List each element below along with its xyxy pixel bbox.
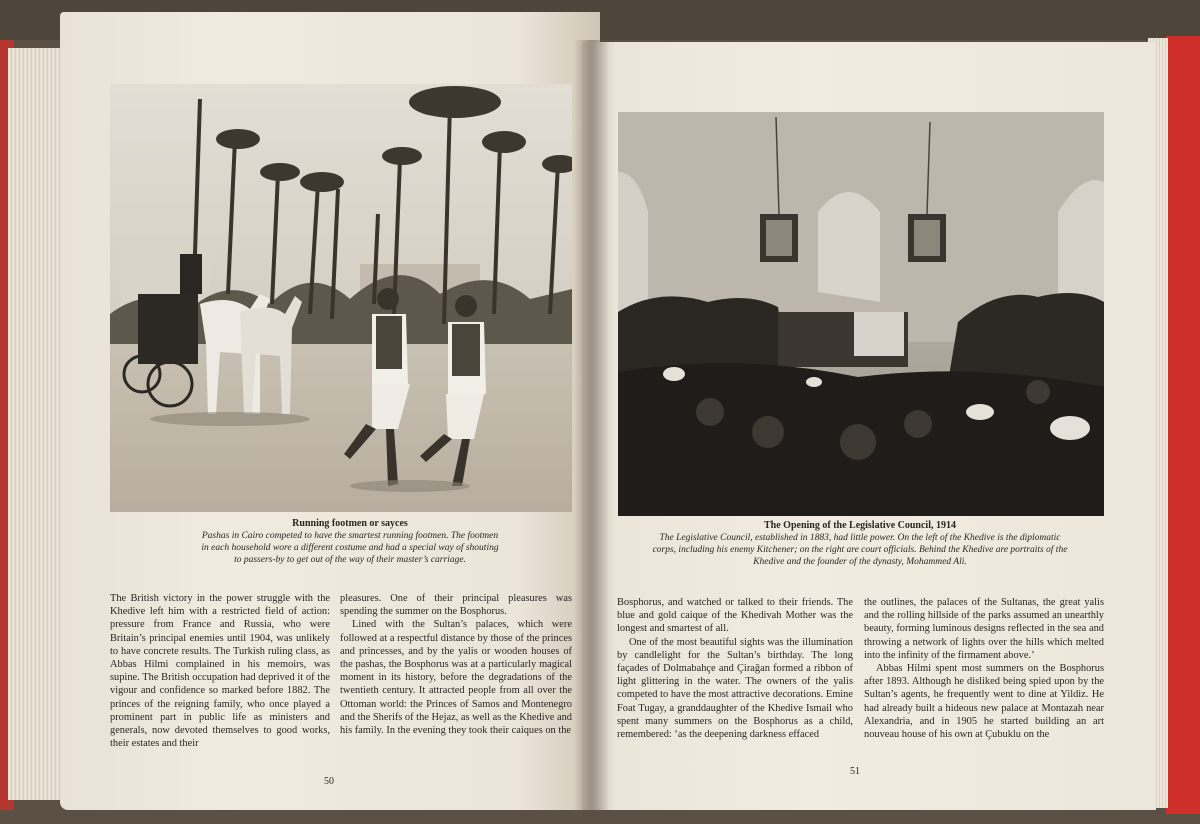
paragraph: The British victory in the power struggle with the Khedive left him with a restricted field of action: pressure from France and Russia, who were Britain’s principal enemies until 1904, was unlikely to have concrete results. The Turkish ruling class, as Abbas Hilmi complained in his memoirs, was supine. The British occupation had deprived it of the vigour and confidence so marked before 1882. The princes of the reigning family, who once played a prominent part in public life as ministers and generals, now devoted themselves to good works, their estates and their — [110, 593, 330, 750]
page-stack-left — [8, 48, 68, 800]
paragraph: Lined with the Sultan’s palaces, which were followed at a respectful distance by those of the princes and princesses, and by the yalis or wooden houses of the pashas, the Bosphorus was at a particularly magical moment in its history, before the degradations of the twentieth century. It attracted people from all over the Ottoman world: the Princes of Samos and Montenegro and the Sherifs of the Hejaz, as well as the Khedive and his family. In the evening they took their caiques on the — [340, 619, 572, 737]
book-gutter — [574, 40, 610, 810]
left-caption-title: Running footmen or sayces — [292, 518, 408, 529]
left-caption-body: Pashas in Cairo competed to have the smartest running footmen. The footmen in each household wore a different costume and had a special way of shouting to passers-by to get out of the way of their master’s carriage. — [201, 531, 499, 565]
page-number-right: 51 — [850, 766, 860, 777]
left-page-column-2 — [340, 592, 572, 737]
paragraph: Bosphorus, and watched or talked to their friends. The blue and gold caique of the Khedivah Mother was the longest and smartest of all. — [617, 597, 853, 635]
book-cover-right-edge — [1166, 36, 1200, 814]
left-page-column-1 — [110, 592, 330, 750]
page-number-left: 50 — [324, 776, 334, 787]
left-photo-caption — [200, 518, 500, 566]
paragraph: the outlines, the palaces of the Sultanas, the great yalis and the rolling hillside of the parks assumed an unearthly beauty, forming luminous designs reflected in the sea and throwing a network of lights over the hills which melted into the infinity of the firmament above.’ — [864, 597, 1104, 661]
paragraph: Abbas Hilmi spent most summers on the Bosphorus after 1893. Although he disliked being spied upon by the Sultan’s agents, he frequently went to dine at Yildiz. He had already built a hideous new palace at Montazah near Alexandria, and in 1905 he started building an art nouveau house of his own at Çubuklu on the — [864, 663, 1104, 741]
photo-legislative-council — [618, 112, 1104, 516]
right-caption-title: The Opening of the Legislative Council, 1914 — [764, 520, 956, 531]
right-page-column-1 — [617, 596, 853, 741]
paragraph: pleasures. One of their principal pleasures was spending the summer on the Bosphorus. — [340, 593, 572, 618]
right-page-column-2 — [864, 596, 1104, 741]
photo-running-footmen — [110, 84, 572, 512]
paragraph: One of the most beautiful sights was the illumination by candlelight for the Sultan’s birthday. The long façades of Dolmabahçe and Çirağan formed a ribbon of light glittering in the water. The owners of the yalis competed to have the most attractive decorations. Emine Foat Tugay, a granddaughter of the Khedive Ismail who spent many summers on the Bosphorus as a child, remembered: ‘as the deepening darkness effaced — [617, 636, 853, 741]
right-caption-body: The Legislative Council, established in 1883, had little power. On the left of the Khedive is the diplomatic corps, including his enemy Kitchener; on the right are court officials. Behind the Khedive are portraits of the Khedive and the founder of the dynasty, Mohammed Ali. — [652, 533, 1068, 567]
right-photo-caption — [650, 520, 1070, 568]
